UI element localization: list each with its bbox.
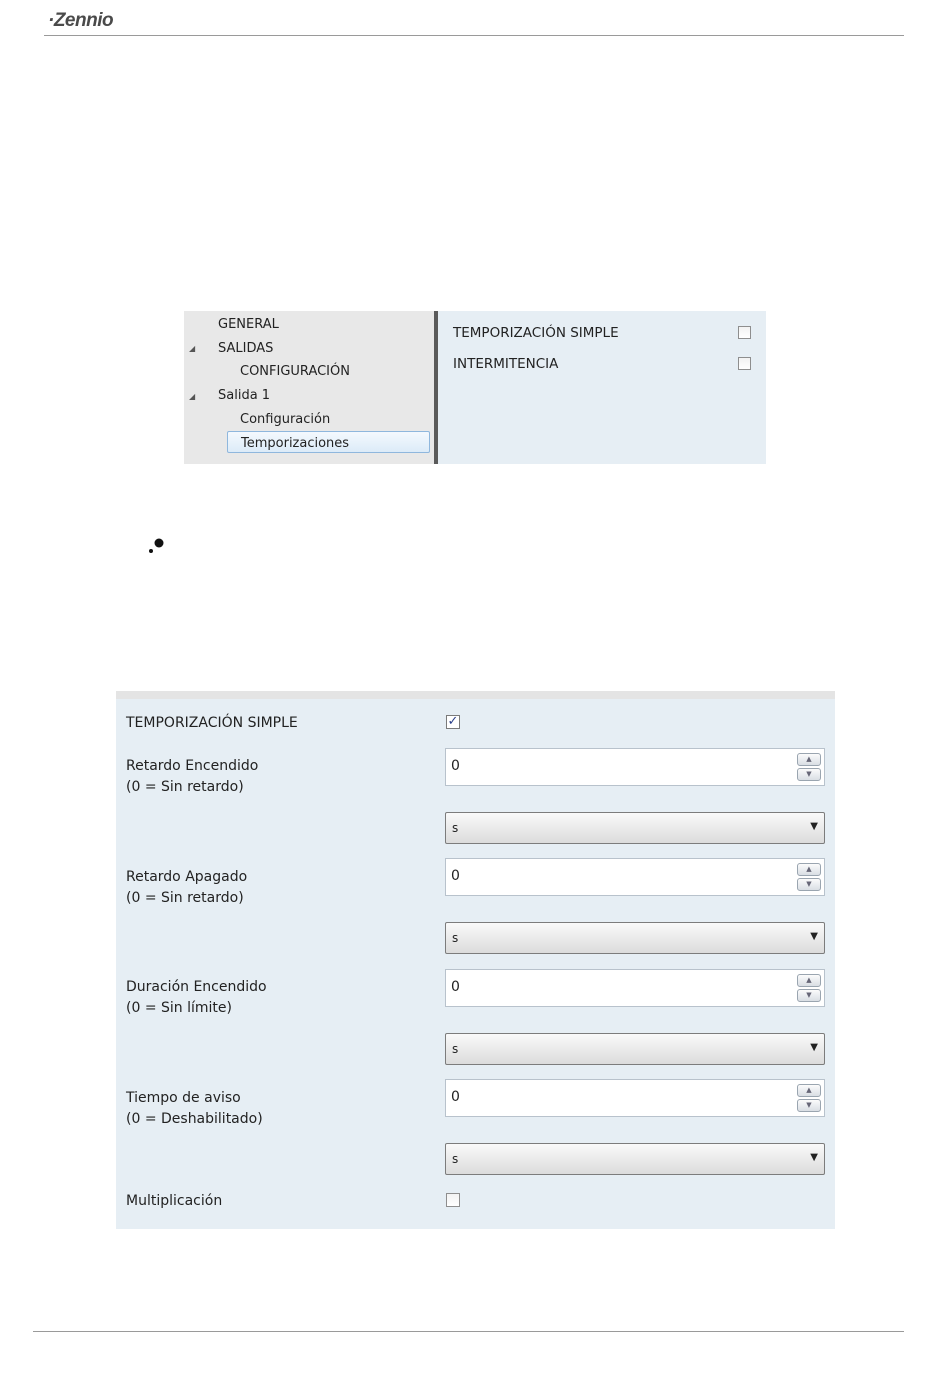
tree-item-general[interactable]: GENERAL	[218, 317, 279, 332]
param-sublabel: (0 = Sin retardo)	[126, 890, 244, 906]
tree-item-temporizaciones[interactable]: Temporizaciones	[241, 436, 350, 451]
select-value: s	[452, 931, 459, 945]
spin-value: 0	[451, 979, 460, 995]
chevron-down-icon: ▼	[810, 1152, 818, 1163]
duracion-encendido-label	[126, 977, 267, 1019]
select-value: s	[452, 821, 459, 835]
retardo-encendido-unit-select[interactable]	[445, 812, 825, 844]
temporizacion-simple-label: TEMPORIZACIÓN SIMPLE	[126, 715, 298, 731]
retardo-apagado-unit-select[interactable]	[445, 922, 825, 954]
temporizacion-simple-label: TEMPORIZACIÓN SIMPLE	[453, 325, 619, 341]
param-label: Tiempo de aviso	[126, 1090, 241, 1106]
tiempo-aviso-input[interactable]	[445, 1079, 825, 1117]
parameter-tree	[184, 311, 434, 464]
multiplicacion-label: Multiplicación	[126, 1193, 223, 1209]
spin-value: 0	[451, 868, 460, 884]
intermitencia-checkbox[interactable]	[738, 357, 751, 370]
tree-item-salidas[interactable]: SALIDAS	[218, 341, 274, 356]
spin-up-button[interactable]: ▲	[797, 974, 821, 987]
duracion-encendido-unit-select[interactable]	[445, 1033, 825, 1065]
select-value: s	[452, 1042, 459, 1056]
spin-up-button[interactable]: ▲	[797, 753, 821, 766]
tree-item-configuracion[interactable]: Configuración	[240, 412, 331, 427]
param-label: Duración Encendido	[126, 979, 267, 995]
param-sublabel: (0 = Sin límite)	[126, 1000, 232, 1016]
spin-down-button[interactable]: ▼	[797, 768, 821, 781]
parameters-window-overview	[184, 311, 766, 464]
tree-item-salida-1[interactable]: Salida 1	[218, 388, 271, 403]
spin-down-button[interactable]: ▼	[797, 989, 821, 1002]
bullet-icon	[148, 537, 164, 555]
temporizaciones-panel	[438, 311, 766, 464]
tiempo-aviso-unit-select[interactable]	[445, 1143, 825, 1175]
spin-up-button[interactable]: ▲	[797, 863, 821, 876]
temporizacion-simple-checkbox[interactable]	[738, 326, 751, 339]
tree-expand-icon[interactable]: ◢	[189, 392, 196, 401]
intermitencia-label: INTERMITENCIA	[453, 356, 559, 372]
chevron-down-icon: ▼	[810, 931, 818, 942]
footer-divider	[33, 1331, 904, 1332]
select-value: s	[452, 1152, 459, 1166]
panel-top-strip	[116, 691, 835, 699]
duracion-encendido-input[interactable]	[445, 969, 825, 1007]
spin-value: 0	[451, 758, 460, 774]
check-mark-icon: ✓	[447, 714, 459, 729]
retardo-encendido-input[interactable]	[445, 748, 825, 786]
chevron-down-icon: ▼	[810, 821, 818, 832]
spin-down-button[interactable]: ▼	[797, 878, 821, 891]
multiplicacion-checkbox[interactable]	[446, 1193, 460, 1207]
param-sublabel: (0 = Sin retardo)	[126, 779, 244, 795]
header-divider	[44, 35, 904, 36]
spin-value: 0	[451, 1089, 460, 1105]
zennio-logo: ·Zennio	[48, 10, 114, 31]
param-label: Retardo Apagado	[126, 869, 248, 885]
tree-expand-icon[interactable]: ◢	[189, 344, 196, 353]
tree-item-configuracion-general[interactable]: CONFIGURACIÓN	[240, 364, 350, 379]
spin-down-button[interactable]: ▼	[797, 1099, 821, 1112]
retardo-apagado-label	[126, 867, 247, 909]
chevron-down-icon: ▼	[810, 1042, 818, 1053]
temporizacion-simple-panel	[116, 691, 835, 1229]
tiempo-aviso-label	[126, 1088, 263, 1130]
temporizacion-simple-checkbox-checked[interactable]	[446, 715, 460, 729]
param-label: Retardo Encendido	[126, 758, 259, 774]
retardo-encendido-label	[126, 756, 258, 798]
spin-up-button[interactable]: ▲	[797, 1084, 821, 1097]
param-sublabel: (0 = Deshabilitado)	[126, 1111, 263, 1127]
retardo-apagado-input[interactable]	[445, 858, 825, 896]
